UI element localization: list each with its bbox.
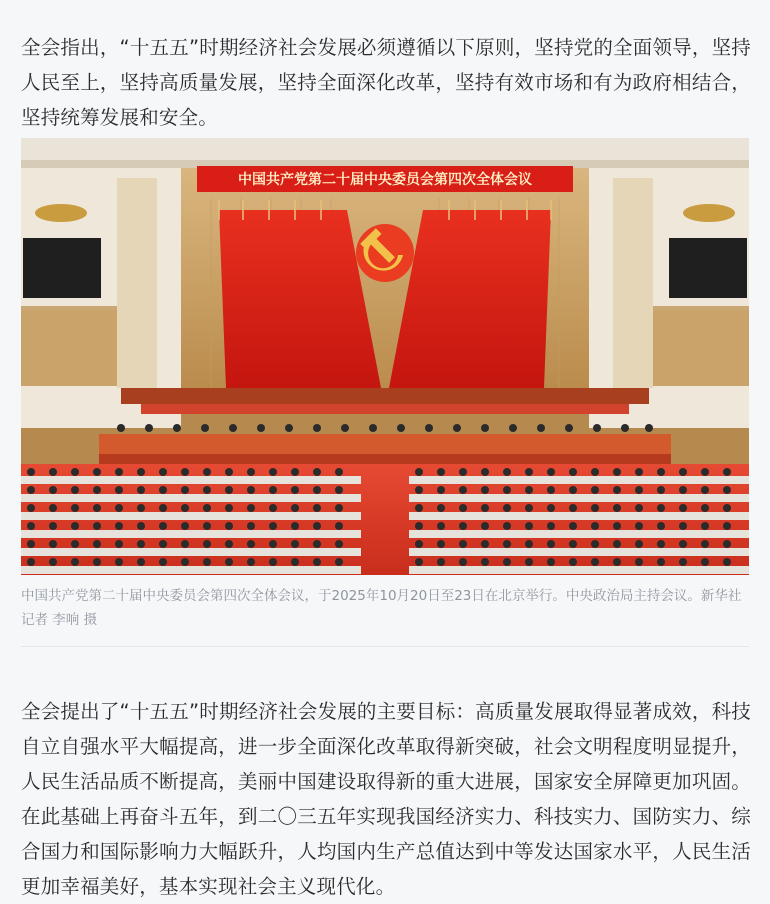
- right-screen: [669, 238, 747, 298]
- section-divider: [21, 646, 749, 647]
- photo-caption: 中国共产党第二十届中央委员会第四次全体会议，于2025年10月20日至23日在北京举行。中央政治局主持会议。新华社记者 李响 摄: [21, 588, 742, 628]
- left-screen: [23, 238, 101, 298]
- plenary-session-photo: [21, 138, 749, 575]
- right-ornament: [683, 204, 735, 222]
- party-emblem: [356, 224, 414, 282]
- article-paragraph-goals: 全会提出了“十五五”时期经济社会发展的主要目标：高质量发展取得显著成效，科技自立自强水平大幅提高，进一步全面深化改革取得新突破，社会文明程度明显提升，人民生活品质不断提高，美丽中国建设取得新的重大进展，国家安全屏障更加巩固。在此基础上再奋斗五年，到二〇三五年实现我国经济实力、科技实力、国防实力、综合国力和国际影响力大幅跃升，人均国内生产总值达到中等发达国家水平，人民生活更加幸福美好，基本实现社会主义现代化。: [21, 699, 751, 898]
- presidium-members: [117, 424, 653, 432]
- left-ornament: [35, 204, 87, 222]
- article-paragraph-principles: 全会指出，“十五五”时期经济社会发展必须遵循以下原则，坚持党的全面领导，坚持人民至上，坚持高质量发展，坚持全面深化改革，坚持有效市场和有为政府相结合，坚持统筹发展和安全。: [21, 35, 751, 129]
- session-banner-text: 中国共产党第二十届中央委员会第四次全体会议: [238, 172, 532, 188]
- presidium-table: [99, 434, 671, 454]
